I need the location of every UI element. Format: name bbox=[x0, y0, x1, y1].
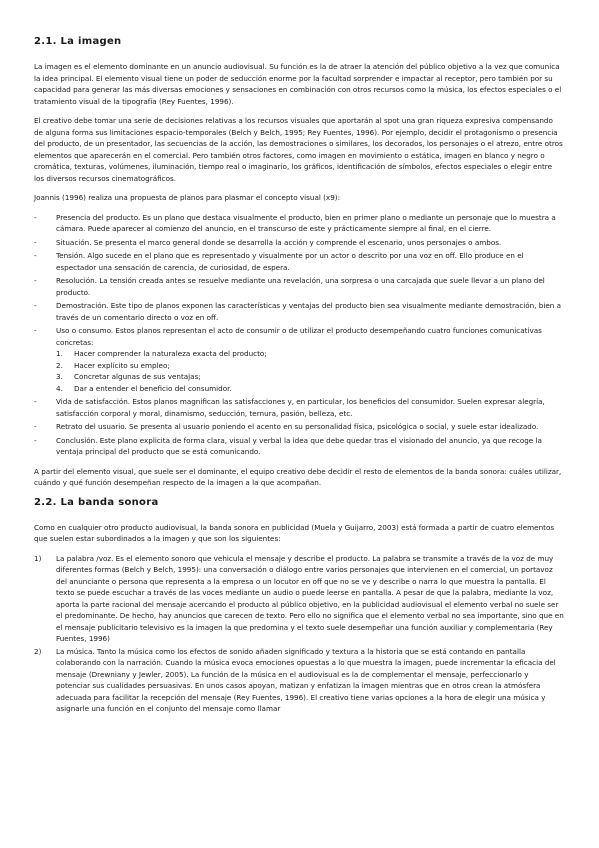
item-number: 2) bbox=[34, 646, 42, 656]
sub-text: Dar a entender el beneficio del consumidor. bbox=[74, 383, 232, 393]
paragraph: Joannis (1996) realiza una propuesta de planos para plasmar el concepto visual (x9): bbox=[34, 193, 340, 202]
paragraph: Como en cualquier otro producto audiovisual, la banda sonora en publicidad (Muela y Guijarro, 2003) está formada a partir de cuatro elementos que suelen estar subordinados a la imagen y que son los siguientes: bbox=[34, 522, 555, 543]
list-item: - Resolución. La tensión creada antes se resuelve mediante una revelación, una sorpresa o una carcajada que suele llevar a un plano del producto. bbox=[34, 275, 564, 298]
sub-list-item bbox=[56, 383, 564, 395]
item-text: La palabra /voz. Es el elemento sonoro que vehicula el mensaje y describe el producto. La palabra se transmite a través de la voz de muy diferentes formas (Belch y Belch, 1995): una conversación o diálogo entre varios personajes que intervienen en el comercial, un portavoz del anunciante o persona que representa a la empresa o un locutor en off que no se ve y describe o narra lo que muestra la pantalla. El texto se puede escuchar a través de las voces mediante un audio o puede leerse en pantalla. A pesar de que la palabra, mediante la voz, aporta la parte racional del mensaje acercando el producto al público objetivo, en la publicidad audiovisual el elemento verbal no suele ser el predominante. De hecho, hay anuncios que carecen de texto. Pero ello no significa que el elemento verbal no sea importante, sino que en el mensaje publicitario televisivo es la imagen la que predomina y el texto suele desempeñar una función auxiliar y complementaria (Rey Fuentes, 1996) bbox=[56, 553, 564, 643]
item-number: 1) bbox=[34, 553, 42, 563]
list-item bbox=[34, 553, 564, 645]
list-item: - Retrato del usuario. Se presenta al usuario poniendo el acento en su personalidad física, psicológica o social, y suele estar idealizado. bbox=[34, 421, 564, 433]
list-item: - Vida de satisfacción. Estos planos magnifican las satisfacciones y, en particular, los beneficios del consumidor. Suelen expresar alegría, satisfacción corporal y moral, dinamismo, seducción, ternura, pasión, belleza, etc. bbox=[34, 396, 564, 419]
list-item bbox=[34, 646, 564, 715]
sub-list bbox=[56, 348, 564, 394]
sub-number: 2. bbox=[56, 360, 63, 370]
paragraph: A partir del elemento visual, que suele ser el dominante, el equipo creativo debe decidir el resto de elementos de la banda sonora: cuáles utilizar, cuándo y qué función desempeñan respecto de la imagen a la que acompañan. bbox=[34, 466, 562, 487]
sub-number: 4. bbox=[56, 383, 63, 393]
list-item: - Situación. Se presenta el marco general donde se desarrolla la acción y comprende el escenario, unos personajes o ambos. bbox=[34, 237, 564, 249]
planos-list bbox=[34, 212, 564, 458]
list-item-text: Uso o consumo. Estos planos representan el acto de consumir o de utilizar el producto desempeñando cuatro funciones comunicativas concretas: bbox=[56, 326, 542, 347]
list-item-uso bbox=[34, 325, 564, 394]
sub-text: Concretar algunas de sus ventajas; bbox=[74, 372, 201, 381]
sub-number: 1. bbox=[56, 349, 63, 358]
item-text: La música. Tanto la música como los efectos de sonido añaden significado y textura a la historia que se está contando en pantalla colaborando con la narración. Cuando la música evoca emociones opuestas a lo que muestra la imagen, puede incrementar la eficacia del mensaje (Drewniany y Jewler, 2005). La función de la música en el audiovisual es la de complementar el mensaje, perfeccionarlo y potenciar sus cualidades persuasivas. En unos casos apoyan, matizan y enfatizan la imagen mientras que en otros crean la atmósfera adecuada para facilitar la recepción del mensaje (Rey Fuentes, 1996). El creativo tiene varias opciones a la hora de elegir una música y asignarle una función en el conjunto del mensaje como llamar bbox=[56, 646, 556, 713]
sub-text: Hacer explícito su empleo; bbox=[74, 360, 170, 370]
list-item: - Conclusión. Este plano explicita de forma clara, visual y verbal la idea que debe quedar tras el visionado del anuncio, ya que recoge la ventaja principal del producto que se está comunicando. bbox=[34, 435, 564, 458]
list-item: - Tensión. Algo sucede en el plano que es representado y visualmente por un actor o descrito por una voz en off. Ello produce en el espectador una sensación de carencia, de curiosidad, de espera. bbox=[34, 250, 564, 273]
list-item: - Demostración. Este tipo de planos exponen las características y ventajas del producto bien sea visualmente mediante demostración, bien a través de un comentario directo o voz en off. bbox=[34, 300, 564, 323]
paragraph: La imagen es el elemento dominante en un anuncio audiovisual. Su función es la de atraer la atención del público objetivo a la vez que comunica la idea principal. El elemento visual tiene un poder de seducción enorme por la facultad sorprender e impactar al receptor, pero también por su capacidad para generar las más diversas emociones y sensaciones en combinación con otros recursos como la música, los efectos especiales o el tratamiento visual de la tipografía (Rey Fuentes, 1996). bbox=[34, 62, 562, 106]
section-heading-banda-sonora: 2.2. La banda sonora bbox=[34, 496, 159, 508]
sub-list-item bbox=[56, 348, 564, 360]
sub-list-item bbox=[56, 371, 564, 383]
list-item: - Presencia del producto. Es un plano que destaca visualmente el producto, bien en primer plano o mediante un personaje que lo muestra a cámara. Puede aparecer al comienzo del anuncio, en el transcurso de este y prácticamente siempre al final, en el cierre. bbox=[34, 212, 564, 235]
sub-number: 3. bbox=[56, 372, 63, 381]
paragraph: El creativo debe tomar una serie de decisiones relativas a los recursos visuales que aportarán al spot una gran riqueza expresiva compensando de alguna forma sus limitaciones espacio-temporales (Belch y Belch, 1995; Rey Fuentes, 1996). Por ejemplo, decidir el protagonismo o presencia del producto, de un presentador, las secuencias de la acción, las demostraciones o similares, los decorados, los personajes o el atrezo, entre otros elementos que aparecerán en el comercial. Pero también otros factores, como imagen en movimiento o estática, imagen en blanco y negro o cromática, texturas, volúmenes, iluminación, tiempo real o imaginario, los gráficos, identificación de símbolos, efectos especiales o elegir entre los diversos recursos cinematográficos. bbox=[34, 116, 563, 183]
section-heading-la-imagen: 2.1. La imagen bbox=[34, 36, 122, 47]
sub-text: Hacer comprender la naturaleza exacta del producto; bbox=[74, 349, 267, 358]
sub-list-item bbox=[56, 360, 564, 372]
document-page bbox=[34, 36, 564, 716]
banda-sonora-list bbox=[34, 553, 564, 715]
